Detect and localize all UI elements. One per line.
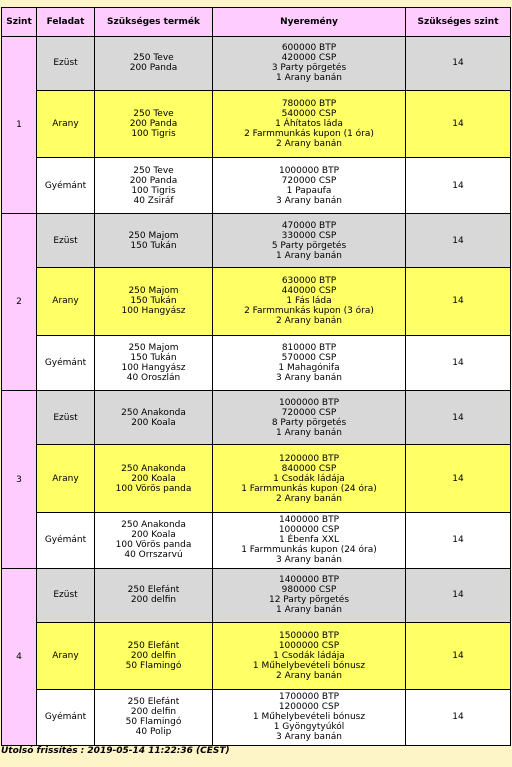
reward-item: 330000 CSP	[281, 230, 337, 241]
reward-item: 1 Arany banán	[275, 73, 342, 84]
reward-item: 440000 CSP	[281, 286, 337, 297]
table-row	[2, 268, 511, 335]
rewards-cell	[213, 335, 406, 391]
reward-item: 720000 CSP	[281, 175, 337, 186]
task-cell: Ezüst	[37, 568, 95, 622]
rewards-cell	[213, 568, 406, 622]
reward-item: 2 Arany banán	[275, 670, 342, 681]
table-row	[2, 512, 511, 568]
required-item: 200 Panda	[129, 119, 178, 130]
table-row	[2, 689, 511, 745]
reward-item: 8 Party pörgetés	[271, 417, 347, 428]
reward-item: 1 Arany banán	[275, 250, 342, 261]
task-cell: Arany	[37, 445, 95, 512]
table-row	[2, 214, 511, 268]
reward-item: 1 Papaufa	[286, 185, 332, 196]
reward-item: 2 Farmmunkás kupon (3 óra)	[244, 306, 374, 317]
reward-item: 420000 CSP	[281, 53, 337, 64]
table-row	[2, 622, 511, 689]
reward-item: 1200000 CSP	[278, 702, 340, 713]
required-item: 250 Elefánt	[127, 640, 180, 651]
required-item: 40 Oroszlán	[126, 372, 181, 383]
required-item: 250 Teve	[133, 53, 174, 64]
required-level-cell: 14	[406, 391, 511, 445]
quest-table	[1, 7, 511, 746]
task-cell: Ezüst	[37, 37, 95, 91]
reward-item: 810000 BTP	[281, 342, 337, 353]
required-items-cell	[95, 214, 213, 268]
required-item: 150 Tukán	[130, 296, 177, 307]
required-level-cell: 14	[406, 445, 511, 512]
task-cell: Gyémánt	[37, 689, 95, 745]
reward-item: 1000000 BTP	[278, 165, 340, 176]
required-level-cell: 14	[406, 90, 511, 157]
reward-item: 1 Áhítatos láda	[275, 119, 343, 130]
rewards-cell	[213, 512, 406, 568]
rewards-cell	[213, 622, 406, 689]
required-items-cell	[95, 268, 213, 335]
reward-item: 1 Műhelybevételi bónusz	[252, 712, 366, 723]
required-item: 100 Hangyász	[121, 362, 186, 373]
table-row	[2, 158, 511, 214]
required-item: 100 Tigris	[131, 185, 176, 196]
reward-item: 570000 CSP	[281, 352, 337, 363]
required-item: 100 Tigris	[131, 129, 176, 140]
required-item: 40 Polip	[135, 727, 172, 738]
required-item: 250 Anakonda	[121, 463, 186, 474]
required-item: 200 Panda	[129, 175, 178, 186]
reward-item: 630000 BTP	[281, 276, 337, 287]
reward-item: 1000000 CSP	[278, 640, 340, 651]
required-item: 200 delfin	[130, 707, 177, 718]
reward-item: 5 Party pörgetés	[271, 240, 347, 251]
reward-item: 1 Arany banán	[275, 605, 342, 616]
rewards-cell	[213, 37, 406, 91]
required-level-cell: 14	[406, 568, 511, 622]
reward-item: 1200000 BTP	[278, 453, 340, 464]
required-items-cell	[95, 622, 213, 689]
required-items-cell	[95, 335, 213, 391]
required-item: 250 Elefánt	[127, 585, 180, 596]
reward-item: 2 Arany banán	[275, 139, 342, 150]
required-level-cell: 14	[406, 268, 511, 335]
rewards-cell	[213, 268, 406, 335]
reward-item: 1 Csodák ládája	[273, 650, 345, 661]
reward-item: 1700000 BTP	[278, 692, 340, 703]
reward-item: 1 Mahagónifa	[278, 362, 340, 373]
reward-item: 1 Farmmunkás kupon (24 óra)	[241, 483, 377, 494]
table-header-row	[2, 8, 511, 37]
header-rewards: Nyeremény	[213, 8, 406, 37]
reward-item: 2 Arany banán	[275, 493, 342, 504]
reward-item: 1 Ébenfa XXL	[278, 535, 340, 546]
required-items-cell	[95, 445, 213, 512]
rewards-cell	[213, 391, 406, 445]
reward-item: 600000 BTP	[281, 43, 337, 54]
table-row	[2, 391, 511, 445]
task-cell: Gyémánt	[37, 158, 95, 214]
table-body	[2, 37, 511, 746]
required-items-cell	[95, 158, 213, 214]
required-item: 100 Vörös panda	[115, 540, 192, 551]
task-cell: Gyémánt	[37, 512, 95, 568]
required-item: 50 Flamingó	[125, 717, 182, 728]
table-row	[2, 335, 511, 391]
required-item: 100 Hangyász	[121, 306, 186, 317]
rewards-cell	[213, 445, 406, 512]
reward-item: 980000 CSP	[281, 585, 337, 596]
reward-item: 470000 BTP	[281, 220, 337, 231]
level-cell: 2	[2, 214, 37, 391]
last-updated: Utolsó frissítés : 2019-05-14 11:22:36 (CEST)	[1, 746, 230, 756]
reward-item: 12 Party pörgetés	[268, 595, 350, 606]
required-level-cell: 14	[406, 37, 511, 91]
required-item: 250 Majom	[128, 230, 179, 241]
task-cell: Arany	[37, 268, 95, 335]
required-items-cell	[95, 568, 213, 622]
required-items-cell	[95, 90, 213, 157]
header-task: Feladat	[37, 8, 95, 37]
required-item: 250 Teve	[133, 109, 174, 120]
required-item: 250 Majom	[128, 286, 179, 297]
header-required-level: Szükséges szint	[406, 8, 511, 37]
required-item: 250 Anakonda	[121, 407, 186, 418]
level-cell: 4	[2, 568, 37, 745]
reward-item: 1 Arany banán	[275, 427, 342, 438]
task-cell: Ezüst	[37, 391, 95, 445]
required-items-cell	[95, 391, 213, 445]
required-item: 250 Elefánt	[127, 697, 180, 708]
required-item: 200 Koala	[131, 473, 176, 484]
reward-item: 1 Fás láda	[286, 296, 332, 307]
required-level-cell: 14	[406, 214, 511, 268]
table-row	[2, 445, 511, 512]
rewards-cell	[213, 90, 406, 157]
reward-item: 1500000 BTP	[278, 630, 340, 641]
reward-item: 1400000 BTP	[278, 575, 340, 586]
required-level-cell: 14	[406, 158, 511, 214]
reward-item: 1 Műhelybevételi bónusz	[252, 660, 366, 671]
required-items-cell	[95, 689, 213, 745]
task-cell: Arany	[37, 622, 95, 689]
required-item: 200 Panda	[129, 63, 178, 74]
required-item: 200 delfin	[130, 650, 177, 661]
required-item: 100 Vörös panda	[115, 483, 192, 494]
required-level-cell: 14	[406, 689, 511, 745]
required-item: 200 Koala	[131, 417, 176, 428]
reward-item: 3 Arany banán	[275, 555, 342, 566]
header-required-items: Szükséges termék	[95, 8, 213, 37]
reward-item: 1 Farmmunkás kupon (24 óra)	[241, 545, 377, 556]
table-row	[2, 90, 511, 157]
reward-item: 1400000 BTP	[278, 515, 340, 526]
reward-item: 1000000 BTP	[278, 397, 340, 408]
task-cell: Gyémánt	[37, 335, 95, 391]
rewards-cell	[213, 689, 406, 745]
required-items-cell	[95, 512, 213, 568]
level-cell: 1	[2, 37, 37, 214]
required-level-cell: 14	[406, 335, 511, 391]
reward-item: 780000 BTP	[281, 99, 337, 110]
reward-item: 2 Farmmunkás kupon (1 óra)	[244, 129, 374, 140]
reward-item: 3 Arany banán	[275, 732, 342, 743]
reward-item: 840000 CSP	[281, 463, 337, 474]
task-cell: Ezüst	[37, 214, 95, 268]
rewards-cell	[213, 158, 406, 214]
required-item: 250 Anakonda	[121, 520, 186, 531]
level-cell: 3	[2, 391, 37, 568]
task-cell: Arany	[37, 90, 95, 157]
table-row	[2, 568, 511, 622]
required-item: 150 Tukán	[130, 240, 177, 251]
required-level-cell: 14	[406, 622, 511, 689]
reward-item: 1 Gyöngytyúkól	[273, 722, 345, 733]
reward-item: 3 Arany banán	[275, 372, 342, 383]
required-level-cell: 14	[406, 512, 511, 568]
header-level: Szint	[2, 8, 37, 37]
reward-item: 2 Arany banán	[275, 316, 342, 327]
required-item: 250 Majom	[128, 342, 179, 353]
required-item: 150 Tukán	[130, 352, 177, 363]
required-item: 40 Orrszarvú	[124, 550, 183, 561]
reward-item: 3 Arany banán	[275, 195, 342, 206]
required-item: 200 Koala	[131, 530, 176, 541]
table-row	[2, 37, 511, 91]
required-items-cell	[95, 37, 213, 91]
required-item: 50 Flamingó	[125, 660, 182, 671]
required-item: 200 delfin	[130, 595, 177, 606]
required-item: 40 Zsiráf	[133, 195, 174, 206]
reward-item: 540000 CSP	[281, 109, 337, 120]
reward-item: 720000 CSP	[281, 407, 337, 418]
rewards-cell	[213, 214, 406, 268]
reward-item: 1000000 CSP	[278, 525, 340, 536]
reward-item: 3 Party pörgetés	[271, 63, 347, 74]
required-item: 250 Teve	[133, 165, 174, 176]
reward-item: 1 Csodák ládája	[273, 473, 345, 484]
